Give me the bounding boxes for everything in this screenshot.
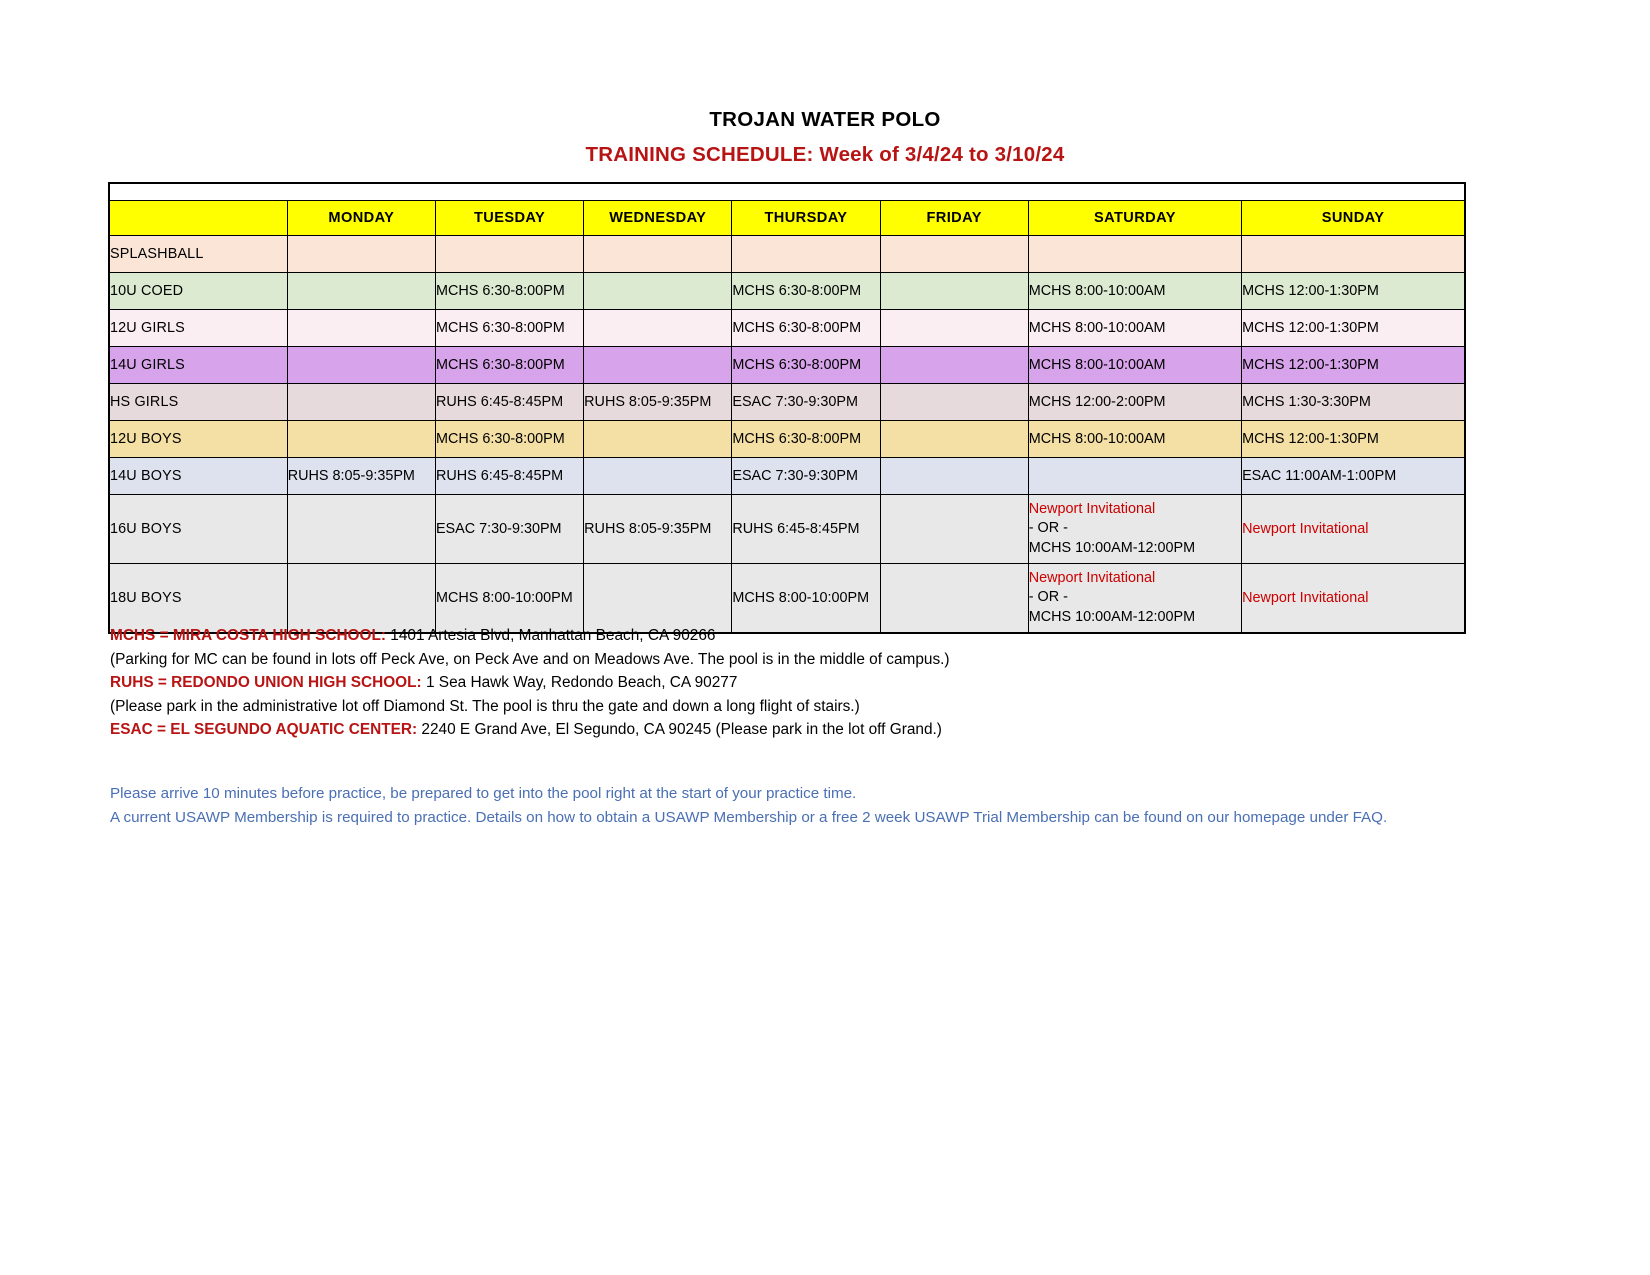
schedule-cell-thursday: MCHS 6:30-8:00PM [732, 347, 880, 384]
event-name-line: Newport Invitational [1242, 521, 1369, 537]
schedule-cell-tuesday: MCHS 6:30-8:00PM [435, 347, 583, 384]
schedule-cell-tuesday [435, 236, 583, 273]
schedule-cell-sunday: MCHS 1:30-3:30PM [1242, 384, 1465, 421]
schedule-cell-thursday: RUHS 6:45-8:45PM [732, 495, 880, 564]
legend-note-ruhs: (Please park in the administrative lot off Diamond St. The pool is thru the gate and down a long flight of stairs.) [110, 697, 860, 715]
row-label-splashball: SPLASHBALL [109, 236, 287, 273]
schedule-cell-tuesday: MCHS 6:30-8:00PM [435, 421, 583, 458]
schedule-cell-saturday: MCHS 12:00-2:00PM [1028, 384, 1241, 421]
multiline-session-block [1029, 569, 1241, 626]
schedule-cell-tuesday: MCHS 8:00-10:00PM [435, 564, 583, 634]
event-name-line: Newport Invitational [1028, 501, 1156, 518]
schedule-cell-saturday [1028, 495, 1241, 564]
row-label-14u-girls: 14U GIRLS [109, 347, 287, 384]
schedule-cell-tuesday: RUHS 6:45-8:45PM [435, 458, 583, 495]
schedule-cell-saturday [1028, 564, 1241, 634]
table-header-corner [109, 201, 287, 236]
schedule-cell-friday [880, 384, 1028, 421]
schedule-cell-wednesday [584, 421, 732, 458]
schedule-cell-tuesday: MCHS 6:30-8:00PM [435, 310, 583, 347]
schedule-cell-wednesday [584, 564, 732, 634]
schedule-cell-sunday: MCHS 12:00-1:30PM [1242, 273, 1465, 310]
schedule-cell-thursday: ESAC 7:30-9:30PM [732, 458, 880, 495]
schedule-cell-sunday: ESAC 11:00AM-1:00PM [1242, 458, 1465, 495]
table-row [109, 495, 1465, 564]
schedule-table-container [108, 182, 1466, 634]
schedule-cell-thursday [732, 236, 880, 273]
table-row [109, 384, 1465, 421]
schedule-cell-thursday: MCHS 6:30-8:00PM [732, 273, 880, 310]
schedule-cell-sunday: MCHS 12:00-1:30PM [1242, 347, 1465, 384]
legend-value-esac: 2240 E Grand Ave, El Segundo, CA 90245 (Please park in the lot off Grand.) [417, 721, 942, 739]
table-row [109, 347, 1465, 384]
schedule-cell-monday: RUHS 8:05-9:35PM [287, 458, 435, 495]
schedule-cell-sunday: MCHS 12:00-1:30PM [1242, 310, 1465, 347]
schedule-cell-wednesday [584, 347, 732, 384]
table-top-spacer-cell [109, 183, 1465, 201]
column-header-friday: FRIDAY [880, 201, 1028, 236]
legend-line-mchs [110, 624, 1530, 648]
multiline-session-block [1029, 500, 1241, 557]
or-separator-line: - OR - [1028, 520, 1068, 537]
schedule-cell-wednesday [584, 273, 732, 310]
schedule-cell-sunday: MCHS 12:00-1:30PM [1242, 421, 1465, 458]
schedule-cell-thursday: MCHS 6:30-8:00PM [732, 421, 880, 458]
row-label-10u-coed: 10U COED [109, 273, 287, 310]
legend-key-ruhs: RUHS = REDONDO UNION HIGH SCHOOL: [110, 674, 422, 692]
note-membership: A current USAWP Membership is required to practice. Details on how to obtain a USAWP Membership or a free 2 week USAWP Trial Membership can be found on our homepage under FAQ. [110, 809, 1388, 827]
row-label-14u-boys: 14U BOYS [109, 458, 287, 495]
training-schedule-table [108, 182, 1466, 634]
table-top-spacer-row [109, 183, 1465, 201]
row-label-16u-boys: 16U BOYS [109, 495, 287, 564]
schedule-cell-wednesday: RUHS 8:05-9:35PM [584, 495, 732, 564]
schedule-cell-friday [880, 564, 1028, 634]
schedule-cell-thursday: MCHS 8:00-10:00PM [732, 564, 880, 634]
schedule-cell-friday [880, 310, 1028, 347]
venue-legend [110, 624, 1530, 742]
schedule-cell-saturday: MCHS 8:00-10:00AM [1028, 421, 1241, 458]
schedule-cell-monday [287, 421, 435, 458]
schedule-cell-thursday: MCHS 6:30-8:00PM [732, 310, 880, 347]
schedule-cell-saturday: MCHS 8:00-10:00AM [1028, 310, 1241, 347]
schedule-cell-sunday [1242, 495, 1465, 564]
table-row [109, 273, 1465, 310]
note-arrival: Please arrive 10 minutes before practice, be prepared to get into the pool right at the start of your practice time. [110, 785, 857, 802]
schedule-cell-wednesday [584, 310, 732, 347]
legend-line-esac [110, 718, 1530, 742]
column-header-tuesday: TUESDAY [435, 201, 583, 236]
page-subtitle: TRAINING SCHEDULE: Week of 3/4/24 to 3/10/24 [585, 142, 1065, 166]
table-row [109, 236, 1465, 273]
alternate-session-line: MCHS 10:00AM-12:00PM [1028, 539, 1196, 556]
table-header-row [109, 201, 1465, 236]
schedule-cell-saturday: MCHS 8:00-10:00AM [1028, 273, 1241, 310]
table-row [109, 458, 1465, 495]
schedule-cell-thursday: ESAC 7:30-9:30PM [732, 384, 880, 421]
schedule-cell-monday [287, 495, 435, 564]
row-label-hs-girls: HS GIRLS [109, 384, 287, 421]
schedule-cell-monday [287, 273, 435, 310]
schedule-cell-monday [287, 384, 435, 421]
alternate-session-line: MCHS 10:00AM-12:00PM [1028, 608, 1196, 625]
row-label-12u-girls: 12U GIRLS [109, 310, 287, 347]
legend-value-ruhs: 1 Sea Hawk Way, Redondo Beach, CA 90277 [421, 674, 738, 692]
schedule-cell-sunday [1242, 564, 1465, 634]
legend-key-mchs: MCHS = MIRA COSTA HIGH SCHOOL: [110, 627, 387, 644]
schedule-cell-tuesday: ESAC 7:30-9:30PM [435, 495, 583, 564]
practice-notes [110, 782, 1445, 830]
legend-key-esac: ESAC = EL SEGUNDO AQUATIC CENTER: [110, 721, 418, 739]
schedule-cell-saturday [1028, 236, 1241, 273]
column-header-saturday: SATURDAY [1028, 201, 1241, 236]
legend-value-mchs: 1401 Artesia Blvd, Manhattan Beach, CA 90266 [386, 627, 716, 644]
column-header-thursday: THURSDAY [732, 201, 880, 236]
column-header-monday: MONDAY [287, 201, 435, 236]
column-header-wednesday: WEDNESDAY [584, 201, 732, 236]
document-title-block [0, 0, 1650, 166]
schedule-cell-tuesday: MCHS 6:30-8:00PM [435, 273, 583, 310]
schedule-cell-sunday [1242, 236, 1465, 273]
table-row [109, 421, 1465, 458]
table-row [109, 310, 1465, 347]
event-name-line: Newport Invitational [1242, 590, 1369, 606]
page-title: TROJAN WATER POLO [709, 108, 941, 131]
schedule-cell-friday [880, 236, 1028, 273]
legend-line-ruhs [110, 671, 1530, 695]
schedule-cell-friday [880, 495, 1028, 564]
schedule-cell-wednesday: RUHS 8:05-9:35PM [584, 384, 732, 421]
schedule-cell-friday [880, 273, 1028, 310]
schedule-cell-friday [880, 458, 1028, 495]
table-row [109, 564, 1465, 634]
schedule-cell-wednesday [584, 236, 732, 273]
schedule-cell-monday [287, 347, 435, 384]
schedule-cell-monday [287, 310, 435, 347]
schedule-cell-monday [287, 236, 435, 273]
row-label-18u-boys: 18U BOYS [109, 564, 287, 634]
column-header-sunday: SUNDAY [1242, 201, 1465, 236]
schedule-cell-saturday [1028, 458, 1241, 495]
schedule-cell-monday [287, 564, 435, 634]
schedule-cell-friday [880, 347, 1028, 384]
or-separator-line: - OR - [1028, 589, 1068, 606]
legend-note-mchs: (Parking for MC can be found in lots off Peck Ave, on Peck Ave and on Meadows Ave. The pool is in the middle of campus.) [110, 650, 950, 668]
schedule-cell-wednesday [584, 458, 732, 495]
schedule-cell-tuesday: RUHS 6:45-8:45PM [435, 384, 583, 421]
row-label-12u-boys: 12U BOYS [109, 421, 287, 458]
event-name-line: Newport Invitational [1028, 570, 1156, 587]
schedule-cell-saturday: MCHS 8:00-10:00AM [1028, 347, 1241, 384]
schedule-cell-friday [880, 421, 1028, 458]
